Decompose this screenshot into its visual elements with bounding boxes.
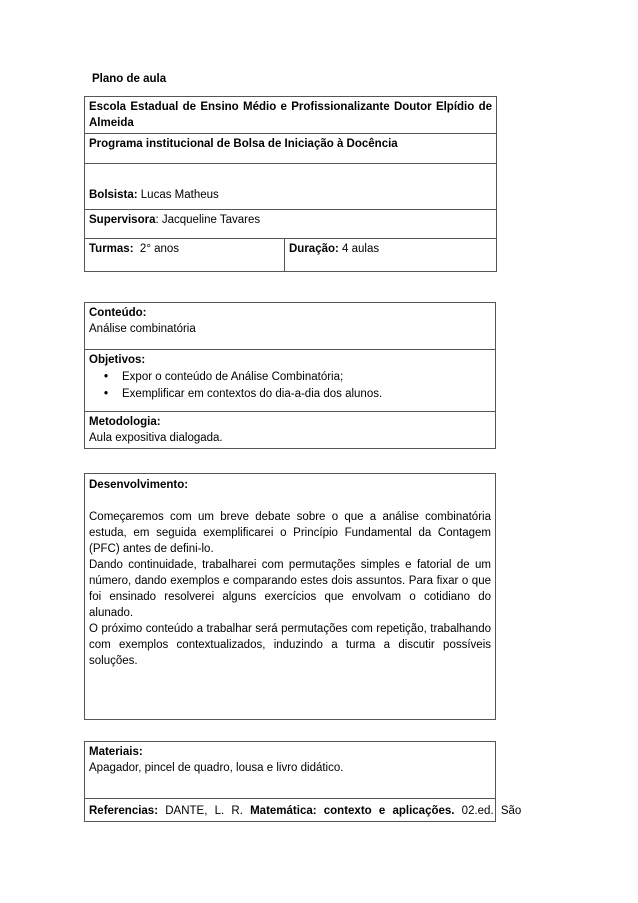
- supervisora-label: Supervisora: [89, 214, 156, 226]
- list-item: • Exemplificar em contextos do dia-a-dia dos alunos.: [122, 386, 491, 403]
- materiais-value: Apagador, pincel de quadro, lousa e livro didático.: [89, 762, 344, 774]
- conteudo-cell: [85, 303, 496, 350]
- duracao-cell: [285, 239, 497, 272]
- list-item: • Expor o conteúdo de Análise Combinatória;: [122, 369, 491, 386]
- metodologia-label: Metodologia:: [89, 416, 161, 428]
- desenvolvimento-table: [84, 473, 496, 720]
- referencias-edition: 02.ed. São: [454, 805, 522, 817]
- metodologia-value: Aula expositiva dialogada.: [89, 432, 223, 444]
- supervisora-row: [85, 210, 497, 239]
- header-table: [84, 96, 497, 272]
- objetivos-cell: [85, 350, 496, 412]
- turmas-value: 2° anos: [133, 243, 180, 255]
- plan-table: [84, 302, 496, 449]
- desenvolvimento-paragraph-3: O próximo conteúdo a trabalhar será permutações com repetição, trabalhando com exemplos contextualizados, induzindo a turma a discutir possíveis soluções.: [89, 623, 491, 667]
- bolsista-label: Bolsista:: [89, 189, 138, 201]
- objetivos-list: [89, 369, 491, 403]
- desenvolvimento-paragraph-2: Dando continuidade, trabalharei com permutações simples e fatorial de um número, dando exemplos e comparando estes dois assuntos. Para fixar o que foi ensinado resolverei alguns exercícios que envolvam o cotidiano do alunado.: [89, 559, 491, 619]
- school-name: Escola Estadual de Ensino Médio e Profissionalizante Doutor Elpídio de Almeida: [85, 97, 497, 134]
- desenvolvimento-label: Desenvolvimento:: [89, 479, 189, 491]
- bolsista-value: Lucas Matheus: [137, 189, 219, 201]
- bolsista-row: [85, 164, 497, 210]
- materiais-table: [84, 741, 522, 822]
- document-title: Plano de aula: [92, 73, 167, 85]
- referencias-author: DANTE, L. R.: [158, 805, 251, 817]
- duracao-label: Duração:: [289, 243, 339, 255]
- referencias-label: Referencias:: [89, 805, 159, 817]
- duracao-value: 4 aulas: [338, 243, 380, 255]
- desenvolvimento-paragraph-1: Começaremos com um breve debate sobre o que a análise combinatória estuda, em seguida exemplificarei o Princípio Fundamental da Contagem (PFC) antes de defini-lo.: [89, 511, 491, 555]
- turmas-cell: [85, 239, 285, 272]
- supervisora-value: : Jacqueline Tavares: [155, 214, 261, 226]
- conteudo-label: Conteúdo:: [89, 307, 147, 319]
- referencias-book-title: Matemática: contexto e aplicações.: [250, 805, 455, 817]
- objetivos-label: Objetivos:: [89, 354, 146, 366]
- referencias-cell: [85, 799, 522, 822]
- materiais-cell: [85, 742, 496, 799]
- turmas-label: Turmas:: [89, 243, 134, 255]
- conteudo-value: Análise combinatória: [89, 323, 196, 335]
- desenvolvimento-cell: [85, 474, 496, 720]
- program-name: Programa institucional de Bolsa de Iniciação à Docência: [85, 134, 497, 164]
- materiais-label: Materiais:: [89, 746, 143, 758]
- metodologia-cell: [85, 412, 496, 449]
